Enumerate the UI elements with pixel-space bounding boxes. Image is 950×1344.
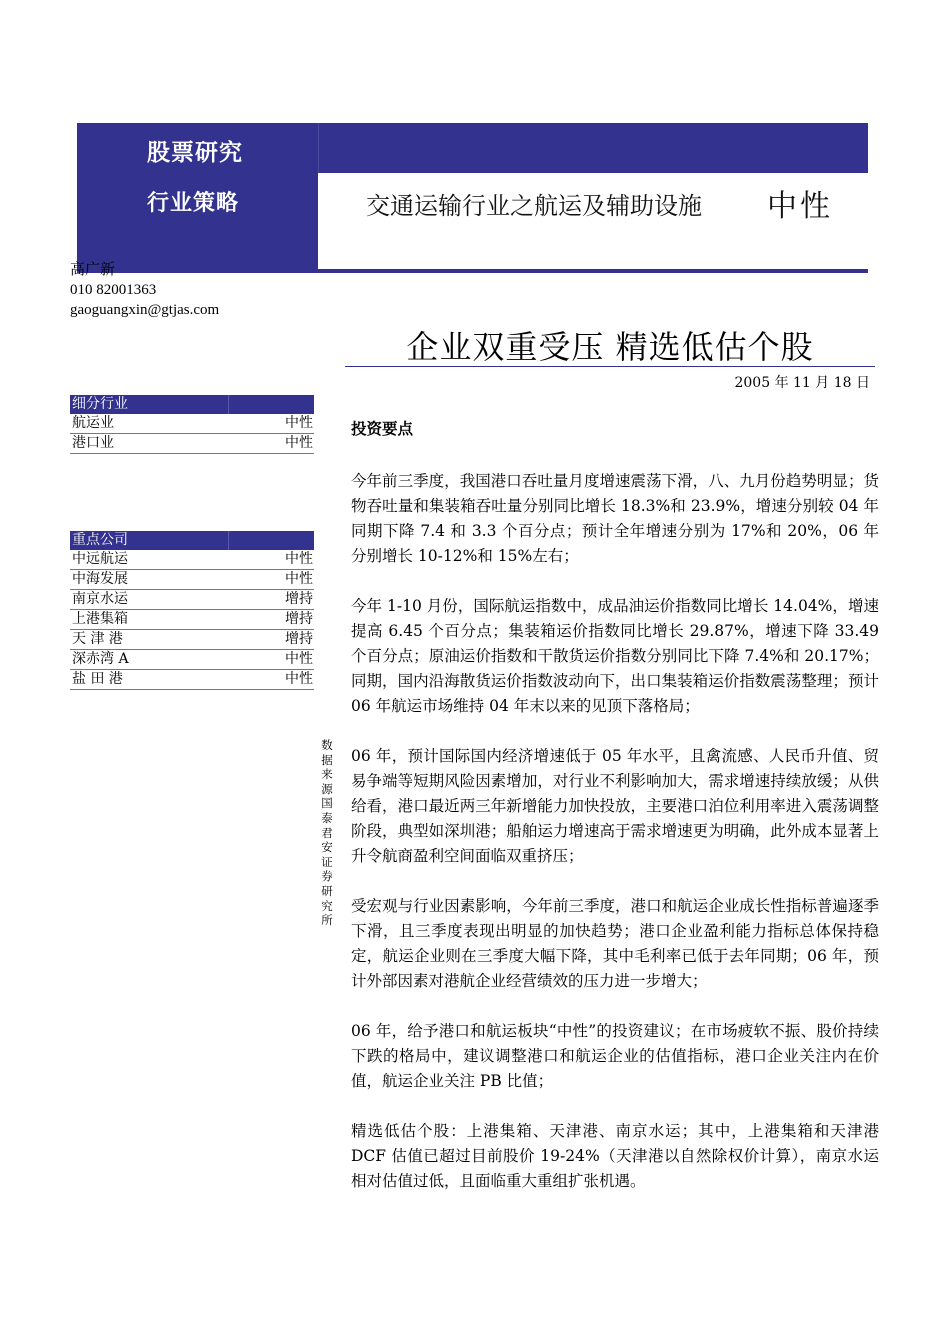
subsector-header <box>70 395 314 414</box>
analyst-email[interactable]: gaoguangxin@gtjas.com <box>70 302 220 318</box>
label-stock-research: 股票研究 <box>147 139 243 166</box>
analyst-name: 高广新 <box>70 262 116 278</box>
table-row <box>70 610 314 630</box>
investment-summary <box>351 416 879 1219</box>
table-row <box>70 434 314 454</box>
report-date: 2005 年 11 月 18 日 <box>734 375 870 391</box>
table-row <box>70 414 314 434</box>
company-rating: 中性 <box>285 551 313 567</box>
company-header <box>70 531 314 550</box>
summary-paragraph: 06 年，预计国际国内经济增速低于 05 年水平，且禽流感、人民币升值、贸易争端等短期风险因素增加，对行业不利影响加大，需求增速持续放缓；从供给看，港口最近两三年新增能力加快投放，主要港口泊位利用率进入震荡调整阶段，典型如深圳港；船舶运力增速高于需求增速更为明确，此外成本显著上升令航商盈利空间面临双重挤压； <box>351 747 879 865</box>
header-notch <box>228 531 229 550</box>
report-banner <box>77 123 868 273</box>
sector-title: 交通运输行业之航运及辅助设施 <box>366 192 702 220</box>
company-name: 中海发展 <box>72 571 128 587</box>
sector-rating: 中性 <box>767 189 833 224</box>
table-row <box>70 650 314 670</box>
company-name: 盐 田 港 <box>72 671 123 687</box>
headline-rule <box>345 366 875 367</box>
report-headline: 企业双重受压 精选低估个股 <box>406 328 814 366</box>
company-name: 深赤湾 A <box>72 651 129 667</box>
summary-heading: 投资要点 <box>351 419 414 438</box>
analyst-info <box>70 260 219 320</box>
subsector-rating: 中性 <box>285 435 313 451</box>
summary-paragraph: 受宏观与行业因素影响，今年前三季度，港口和航运企业成长性指标普遍逐季下滑，且三季度表现出明显的加快趋势；港口企业盈利能力指标总体保持稳定，航运企业则在三季度大幅下降，其中毛利率已低于去年同期；06 年，预计外部因素对港航企业经营绩效的压力进一步增大； <box>351 897 879 990</box>
company-header-label: 重点公司 <box>72 532 128 548</box>
analyst-phone: 010 82001363 <box>70 282 157 298</box>
summary-paragraph: 精选低估个股：上港集箱、天津港、南京水运；其中，上港集箱和天津港 DCF 估值已超过目前股价 19-24%（天津港以自然除权价计算），南京水运相对估值过低，且面临重大重组扩张机遇。 <box>351 1122 879 1190</box>
subsector-name: 港口业 <box>72 435 114 451</box>
subsector-header-label: 细分行业 <box>72 396 128 412</box>
table-row <box>70 630 314 650</box>
company-rating: 中性 <box>285 651 313 667</box>
company-name: 上港集箱 <box>72 611 128 627</box>
header-notch <box>228 395 229 414</box>
summary-paragraph: 今年 1-10 月份，国际航运指数中，成品油运价指数同比增长 14.04%，增速提高 6.45 个百分点；集装箱运价指数同比增长 29.87%，增速下降 33.49 个百分点；原油运价指数和干散货运价指数分别同比下降 7.4%和 20.17%；同期，国内沿海散货运价指数波动向下，出口集装箱运价指数震荡整理；预计 06 年航运市场维持 04 年末以来的见顶下落格局； <box>351 597 879 715</box>
company-rating: 增持 <box>285 591 313 607</box>
data-source-note: 数据来源国泰君安证券研究所 <box>321 738 333 928</box>
summary-paragraph: 今年前三季度，我国港口吞吐量月度增速震荡下滑，八、九月份趋势明显；货物吞吐量和集装箱吞吐量分别同比增长 18.3%和 23.9%，增速分别较 04 年同期下降 7.4 和 3.3 个百分点；预计全年增速分别为 17%和 20%，06 年分别增长 10-12%和 15%左右； <box>351 472 879 565</box>
label-industry-strategy: 行业策略 <box>147 190 240 216</box>
table-row <box>70 670 314 690</box>
table-row <box>70 570 314 590</box>
summary-paragraph: 06 年，给予港口和航运板块“中性”的投资建议；在市场疲软不振、股价持续下跌的格局中，建议调整港口和航运企业的估值指标，港口企业关注内在价值，航运企业关注 PB 比值； <box>351 1022 879 1090</box>
company-name: 天 津 港 <box>72 631 123 647</box>
company-rating: 中性 <box>285 571 313 587</box>
table-row <box>70 590 314 610</box>
banner-bottom-rule <box>318 269 868 273</box>
company-name: 南京水运 <box>72 591 128 607</box>
company-name: 中远航运 <box>72 551 128 567</box>
table-row <box>70 550 314 570</box>
subsector-rating: 中性 <box>285 415 313 431</box>
company-table <box>70 531 314 690</box>
subsector-name: 航运业 <box>72 415 114 431</box>
company-rating: 中性 <box>285 671 313 687</box>
subsector-table <box>70 395 314 454</box>
company-rating: 增持 <box>285 611 313 627</box>
company-rating: 增持 <box>285 631 313 647</box>
banner-divider <box>318 123 319 173</box>
